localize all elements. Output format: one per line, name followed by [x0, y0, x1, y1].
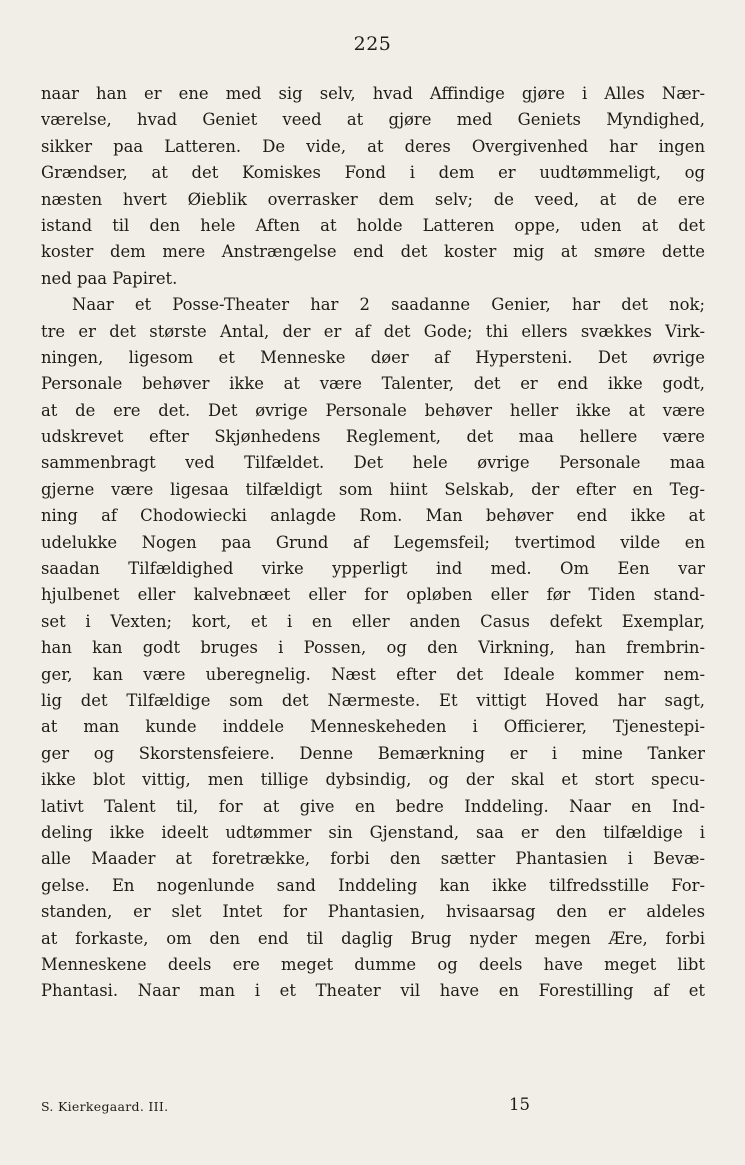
signature-mark: S. Kierkegaard. III. — [41, 1099, 169, 1114]
text-line: udelukke Nogen paa Grund af Legemsfeil; tvertimod vilde en — [41, 532, 705, 552]
text-line: Personale behøver ikke at være Talenter, det er end ikke godt, — [41, 374, 705, 394]
text-line: sikker paa Latteren. De vide, at deres Overgivenhed har ingen — [41, 136, 705, 156]
text-line: sammenbragt ved Tilfældet. Det hele øvrige Personale maa — [41, 453, 705, 473]
text-line: ning af Chodowiecki anlagde Rom. Man behøver end ikke at — [41, 506, 705, 526]
text-line: Grændser, at det Komiskes Fond i dem er uudtømmeligt, og — [41, 163, 705, 183]
text-line: Phantasi. Naar man i et Theater vil have en Forestilling af et — [41, 981, 705, 1001]
text-line: lativt Talent til, for at give en bedre Inddeling. Naar en Ind- — [41, 796, 705, 816]
text-line: ningen, ligesom et Menneske døer af Hypersteni. Det øvrige — [41, 347, 705, 367]
text-line: lig det Tilfældige som det Nærmeste. Et vittigt Hoved har sagt, — [41, 690, 705, 710]
text-line: deling ikke ideelt udtømmer sin Gjenstand, saa er den tilfældige i — [41, 822, 705, 842]
text-line: gjerne være ligesaa tilfældigt som hiint Selskab, der efter en Teg- — [41, 479, 705, 499]
text-line: næsten hvert Øieblik overrasker dem selv; de veed, at de ere — [41, 189, 705, 209]
text-line: han kan godt bruges i Possen, og den Virkning, han frembrin- — [41, 638, 705, 658]
text-line: Menneskene deels ere meget dumme og deels have meget libt — [41, 954, 705, 974]
page-footer — [41, 1095, 705, 1119]
text-line: ger, kan være uberegnelig. Næst efter det Ideale kommer nem- — [41, 664, 705, 684]
page-number: 225 — [353, 33, 392, 55]
text-line: gelse. En nogenlunde sand Inddeling kan ikke tilfredsstille For- — [41, 875, 705, 895]
text-line: værelse, hvad Geniet veed at gjøre med Geniets Myndighed, — [41, 110, 705, 130]
text-line: at de ere det. Det øvrige Personale behøver heller ikke at være — [41, 400, 705, 420]
text-line: at forkaste, om den end til daglig Brug nyder megen Ære, forbi — [41, 928, 705, 948]
body-text — [41, 81, 705, 1005]
text-line: ned paa Papiret. — [41, 268, 178, 288]
text-line: koster dem mere Anstrængelse end det koster mig at smøre dette — [41, 242, 705, 262]
text-line: tre er det største Antal, der er af det Gode; thi ellers svækkes Virk- — [41, 321, 705, 341]
text-line: udskrevet efter Skjønhedens Reglement, det maa hellere være — [41, 427, 705, 447]
text-line: hjulbenet eller kalvebnæet eller for opløben eller før Tiden stand- — [41, 585, 705, 605]
text-line: at man kunde inddele Menneskeheden i Officierer, Tjenestepi- — [41, 717, 705, 737]
text-line: naar han er ene med sig selv, hvad Affindige gjøre i Alles Nær- — [41, 84, 705, 103]
text-line: alle Maader at foretrække, forbi den sætter Phantasien i Bevæ- — [41, 849, 705, 869]
text-line: istand til den hele Aften at holde Latteren oppe, uden at det — [41, 215, 705, 235]
text-line: ger og Skorstensfeiere. Denne Bemærkning er i mine Tanker — [41, 743, 705, 763]
text-line: saadan Tilfældighed virke ypperligt ind med. Om Een var — [41, 559, 705, 579]
sheet-number: 15 — [509, 1095, 530, 1114]
text-line: ikke blot vittig, men tillige dybsindig, og der skal et stort specu- — [41, 770, 705, 790]
text-line: set i Vexten; kort, et i en eller anden Casus defekt Exemplar, — [41, 611, 705, 631]
text-line: Naar et Posse-Theater har 2 saadanne Genier, har det nok; — [72, 295, 705, 315]
text-line: standen, er slet Intet for Phantasien, hvisaarsag den er aldeles — [41, 902, 705, 922]
